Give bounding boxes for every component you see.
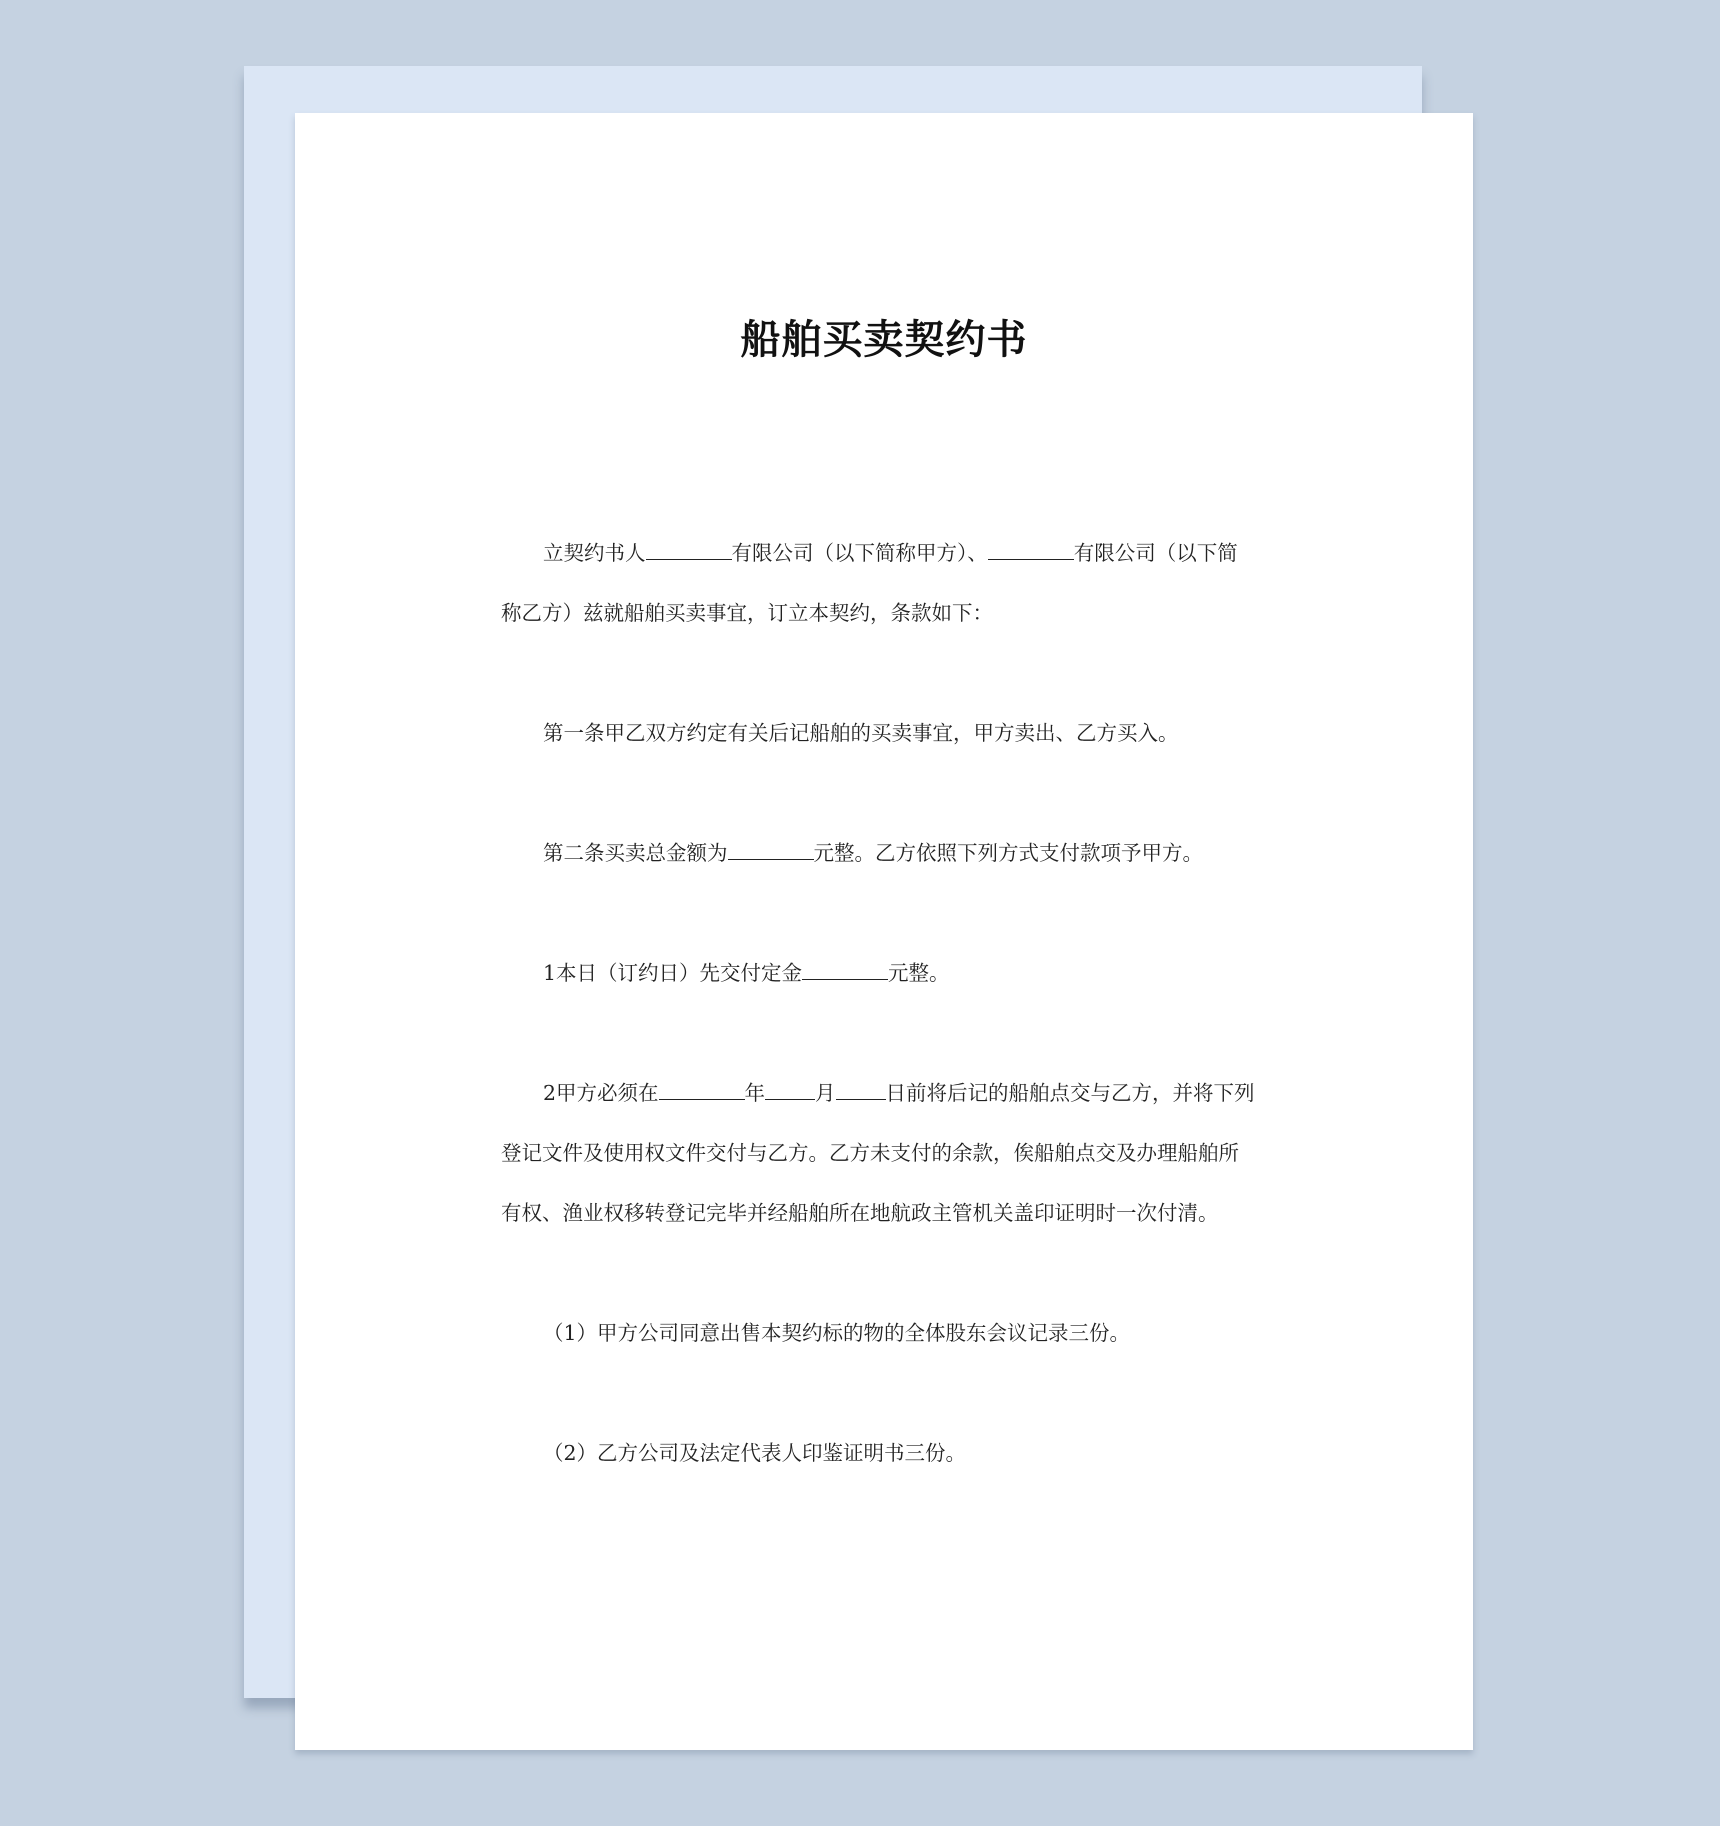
article-2-text-a: 第二条买卖总金额为: [543, 841, 728, 865]
month-blank: [765, 1079, 815, 1100]
party-a-name-blank: [646, 539, 732, 560]
intro-party-a-text: 有限公司（以下简称甲方）、: [731, 541, 988, 565]
intro-party-label: 立契约书人: [543, 541, 646, 565]
item-1-text-a: 1本日（订约日）先交付定金: [543, 961, 803, 985]
sub-item-2: （2）乙方公司及法定代表人印鉴证明书三份。: [543, 1441, 967, 1465]
total-amount-blank: [728, 839, 814, 860]
year-label: 年: [744, 1081, 766, 1105]
deposit-amount-blank: [802, 959, 888, 980]
item-2-text-a: 2甲方必须在: [543, 1081, 659, 1105]
day-blank: [836, 1079, 886, 1100]
article-2: [501, 823, 1281, 883]
item-2-text-b: 日前将后记的船舶点交与乙方，并将下列: [885, 1081, 1255, 1105]
article-1: 第一条甲乙双方约定有关后记船舶的买卖事宜，甲方卖出、乙方买入。: [543, 721, 1179, 745]
month-label: 月: [815, 1081, 836, 1105]
document-title: 船舶买卖契约书: [740, 317, 1028, 363]
item-1-text-b: 元整。: [888, 961, 950, 985]
item-2-line-2: 登记文件及使用权文件交付与乙方。乙方未支付的余款，俟船舶点交及办理船舶所: [501, 1141, 1239, 1165]
item-1: [501, 943, 1281, 1003]
intro-line-2: 称乙方）兹就船舶买卖事宜，订立本契约，条款如下：: [501, 601, 993, 625]
document-page: [295, 113, 1473, 1750]
item-2-line-1: [501, 1063, 1281, 1123]
document-body: [501, 523, 1281, 1483]
sub-item-1: （1）甲方公司同意出售本契约标的物的全体股东会议记录三份。: [543, 1321, 1131, 1345]
article-2-text-b: 元整。乙方依照下列方式支付款项予甲方。: [813, 841, 1203, 865]
intro-party-b-text: 有限公司（以下简: [1073, 541, 1238, 565]
party-b-name-blank: [988, 539, 1074, 560]
item-2-line-3: 有权、渔业权移转登记完毕并经船舶所在地航政主管机关盖印证明时一次付清。: [501, 1201, 1219, 1225]
intro-line-1: [501, 523, 1281, 583]
year-blank: [659, 1079, 745, 1100]
